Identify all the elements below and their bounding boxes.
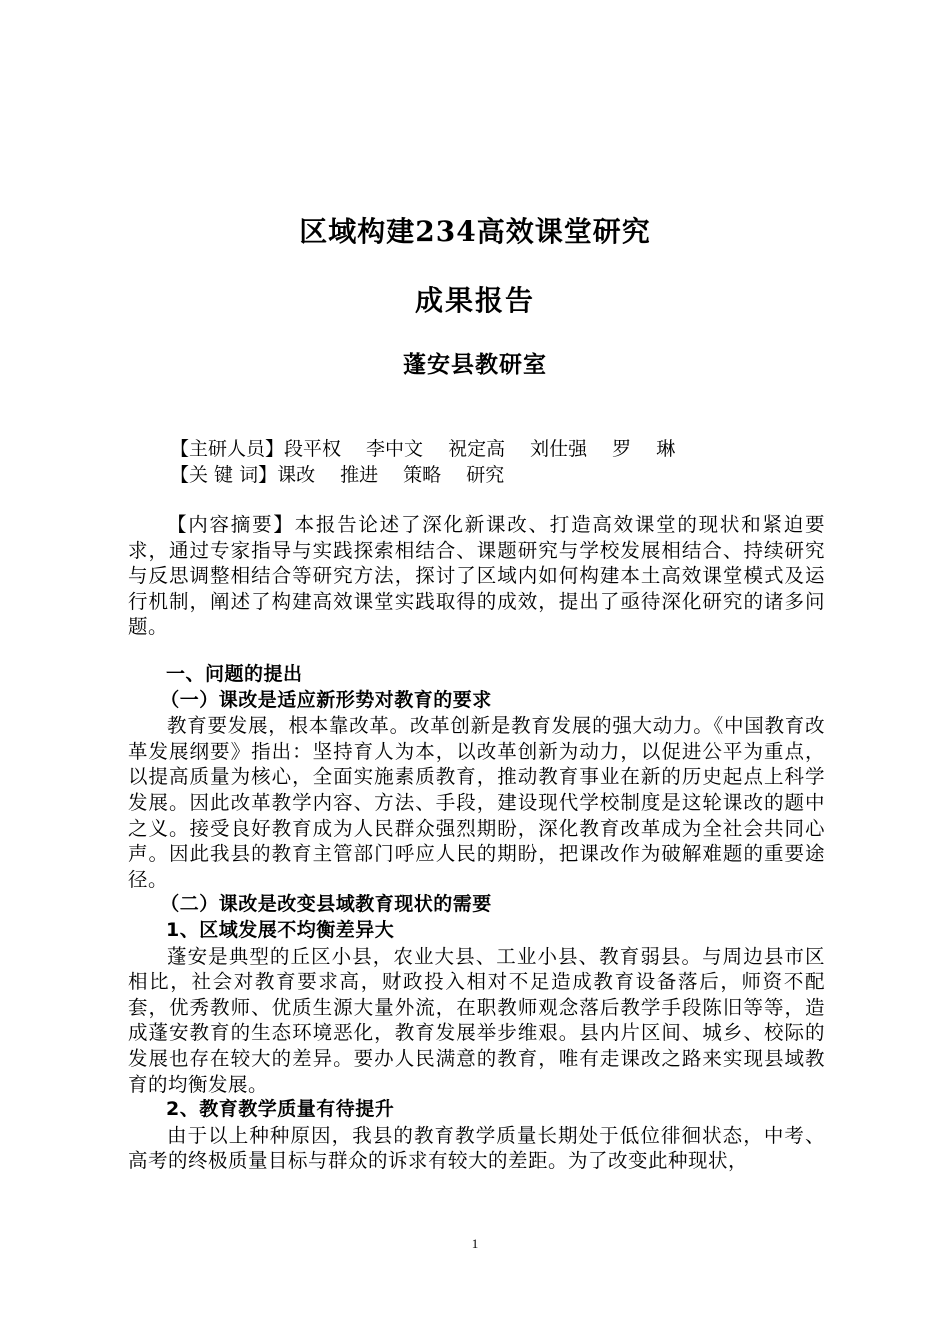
item-heading-1: 1、区域发展不均衡差异大 bbox=[166, 918, 395, 941]
report-title-line1: 区域构建234高效课堂研究 bbox=[299, 215, 651, 248]
page-number: 1 bbox=[471, 1236, 479, 1251]
researchers-label: 【主研人员】 bbox=[170, 438, 285, 460]
section-problem-statement bbox=[128, 662, 825, 1174]
subsection-heading-1: （一）课改是适应新形势对教育的要求 bbox=[160, 688, 492, 711]
author-organization: 蓬安县教研室 bbox=[403, 351, 547, 378]
report-meta bbox=[170, 436, 790, 488]
keywords-line bbox=[170, 462, 790, 488]
paragraph-1: 教育要发展，根本靠改革。改革创新是教育发展的强大动力。《中国教育改革发展纲要》指出：坚持育人为本，以改革创新为动力，以促进公平为重点，以提高质量为核心，全面实施素质教育，推动教育事业在新的历史起点上科学发展。因此改革教学内容、方法、手段，建设现代学校制度是这轮课改的题中之义。接受良好教育成为人民群众强烈期盼，深化教育改革成为全社会共同心声。因此我县的教育主管部门呼应人民的期盼，把课改作为破解难题的重要途径。 bbox=[128, 714, 825, 891]
paragraph-2: 蓬安是典型的丘区小县，农业大县、工业小县、教育弱县。与周边县市区相比，社会对教育要求高，财政投入相对不足造成教育设备落后，师资不配套，优秀教师、优质生源大量外流，在职教师观念落后教学手段陈旧等等，造成蓬安教育的生态环境恶化，教育发展举步维艰。县内片区间、城乡、校际的发展也存在较大的差异。要办人民满意的教育，唯有走课改之路来实现县域教育的均衡发展。 bbox=[128, 944, 825, 1096]
subsection-heading-2: （二）课改是改变县域教育现状的需要 bbox=[160, 893, 492, 916]
item-heading-2: 2、教育教学质量有待提升 bbox=[166, 1098, 395, 1121]
abstract-text: 本报告论述了深化新课改、打造高效课堂的现状和紧迫要求，通过专家指导与实践探索相结合、课题研究与学校发展相结合、持续研究与反思调整相结合等研究方法，探讨了区域内如何构建本土高效课堂模式及运行机制，阐述了构建高效课堂实践取得的成效，提出了亟待深化研究的诸多问题。 bbox=[128, 513, 825, 639]
abstract-paragraph bbox=[128, 512, 825, 640]
abstract-label: 【内容摘要】 bbox=[167, 513, 295, 536]
keywords-label: 【关 键 词】 bbox=[170, 464, 278, 486]
researchers-line bbox=[170, 436, 790, 462]
keywords-values: 课改 推进 策略 研究 bbox=[277, 464, 505, 486]
researchers-names: 段平权 李中文 祝定高 刘仕强 罗 琳 bbox=[284, 438, 676, 460]
abstract-block bbox=[128, 512, 825, 640]
section-heading: 一、问题的提出 bbox=[166, 663, 303, 685]
paragraph-3: 由于以上种种原因，我县的教育教学质量长期处于低位徘徊状态，中考、高考的终极质量目标与群众的诉求有较大的差距。为了改变此种现状， bbox=[128, 1123, 825, 1173]
report-title-line2: 成果报告 bbox=[414, 284, 535, 317]
